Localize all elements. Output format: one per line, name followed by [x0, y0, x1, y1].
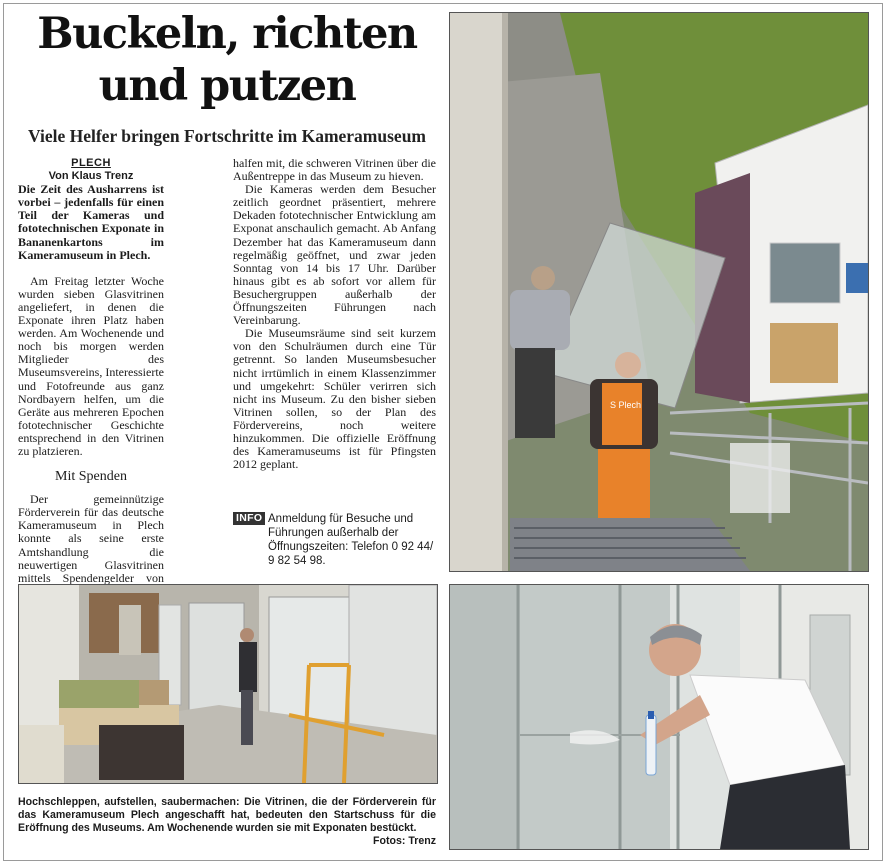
info-badge: INFO: [233, 512, 265, 525]
headline: [18, 8, 436, 112]
photo-interior-illustration: [19, 585, 437, 783]
text-column-2: [233, 157, 436, 471]
photo-credit: Fotos: Trenz: [373, 835, 436, 847]
photo-cleaning-illustration: [450, 585, 868, 849]
body-paragraph: Der gemeinnützige Förderverein für das deutsche Kameramuseum in Plech konnte als seine erste Amtshandlung die neuwertigen Glasvitrinen mittels Spendengelder von: [18, 492, 164, 585]
lead-paragraph: Die Zeit des Ausharrens ist vorbei – jedenfalls für einen Teil der Kameras und fototechnischen Exponate in Bananenkartons im Kameramuseum in Plech.: [18, 182, 164, 262]
body-paragraph: Die Kameras werden dem Besucher zeitlich geordnet präsentiert, mehrere Dekaden fototechnischer Entwicklung am Exponat anschaulich gemacht. Ab Anfang Dezember hat das Kameramuseum dann regelmäßig geöffnet, und zwar jeden Sonntag von 14 bis 17 Uhr. Darüber hinaus gibt es ab sofort vor allem für Besuchergruppen außerhalb der Öffnungszeiten Führungen nach Vereinbarung.: [233, 182, 436, 328]
text-column-1: [18, 157, 164, 637]
headline-line-1: Buckeln, richten: [37, 9, 417, 59]
dateline: PLECH: [71, 157, 111, 169]
photo-stairs-delivery: [449, 12, 869, 572]
photo-caption: [18, 796, 436, 848]
body-paragraph: Die Museumsräume sind seit kurzem von den Schulräumen durch eine Tür getrennt. So landen Museumsbesucher nicht irrtümlich in einem Klassenzimmer und umgekehrt: Schüler verirren sich nicht ins Museum. Zu den bisher sieben Vitrinen sollen, so der Plan des Fördervereins, noch weitere hinzukommen. Die offizielle Eröffnung des Kameramuseums ist für Pfingsten 2012 geplant.: [233, 326, 436, 472]
caption-text: Hochschleppen, aufstellen, saubermachen: Die Vitrinen, die der Förderverein für das Kameramuseum Plech angeschafft hat, bedeuten den Startschuss für die Eröffnung des Museums. Am Wochenende wurden sie mit Exponaten bestückt.: [18, 796, 436, 834]
author-byline: Von Klaus Trenz: [48, 170, 134, 183]
subheadline: Viele Helfer bringen Fortschritte im Kameramuseum: [27, 126, 426, 146]
headline-line-2: und putzen: [98, 61, 356, 111]
photo-cleaning-vitrine: [449, 584, 869, 850]
body-paragraph: Am Freitag letzter Woche wurden sieben Glasvitrinen angeliefert, in denen die Exponate ihren Platz haben werden. Am Wochenende und noch bis morgen werden Mitglieder des Museumsvereins, Interessierte und Fotofreunde aus ganz Nordbayern helfen, um die Geräte aus mehreren Epochen fototechnischer Geschichte entsprechend in den Vitrinen zu platzieren.: [18, 273, 164, 458]
vest-text: S Plech: [610, 400, 642, 410]
photo-stairs-illustration: [450, 13, 868, 571]
crosshead: Mit Spenden: [55, 469, 127, 485]
body-paragraph: halfen mit, die schweren Vitrinen über die Außentreppe in das Museum zu hieven.: [233, 156, 436, 184]
info-box: [233, 512, 436, 568]
photo-interior-vitrines: [18, 584, 438, 784]
info-text: Anmeldung für Besuche und Führungen außerhalb der Öffnungszeiten: Telefon 0 92 44/ 9 82 54 98.: [268, 513, 434, 567]
